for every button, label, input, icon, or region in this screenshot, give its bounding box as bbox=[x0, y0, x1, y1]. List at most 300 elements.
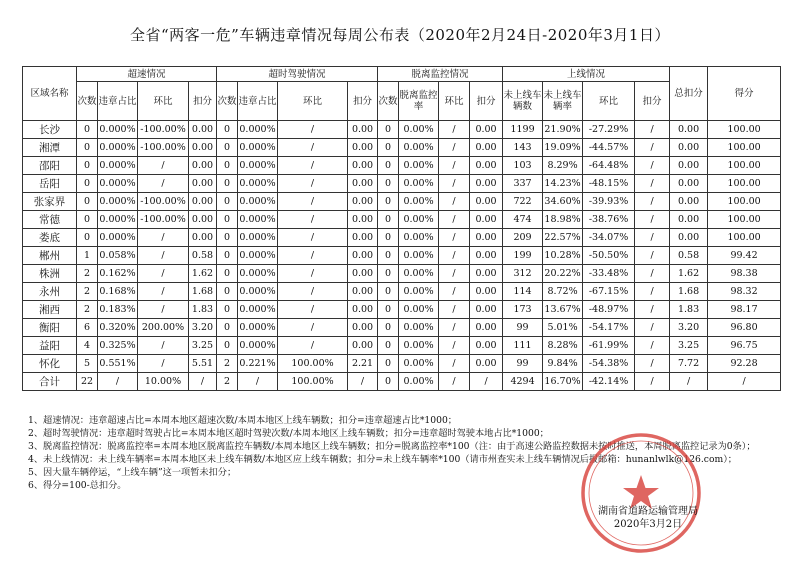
cell-offline-deduct: 0.00 bbox=[470, 265, 503, 283]
cell-offline-rate: 0.00% bbox=[399, 247, 439, 265]
cell-not-online-rate: 16.70% bbox=[543, 373, 583, 391]
cell-offline-deduct: 0.00 bbox=[470, 283, 503, 301]
cell-speed-ratio: 0.000% bbox=[98, 229, 138, 247]
cell-speed-count: 2 bbox=[77, 265, 98, 283]
cell-speed-deduct: 0.00 bbox=[189, 175, 217, 193]
cell-online-mom: -50.50% bbox=[583, 247, 635, 265]
cell-online-deduct: / bbox=[635, 337, 670, 355]
cell-online-mom: -33.48% bbox=[583, 265, 635, 283]
table-row bbox=[23, 229, 781, 247]
cell-speed-ratio: 0.168% bbox=[98, 283, 138, 301]
cell-fatigue-count: 0 bbox=[217, 319, 238, 337]
cell-online-deduct: / bbox=[635, 265, 670, 283]
cell-fatigue-count: 0 bbox=[217, 193, 238, 211]
cell-fatigue-deduct: 0.00 bbox=[348, 193, 378, 211]
table-row bbox=[23, 355, 781, 373]
cell-offline-deduct: 0.00 bbox=[470, 319, 503, 337]
cell-not-online-rate: 21.90% bbox=[543, 121, 583, 139]
cell-fatigue-mom: / bbox=[278, 337, 348, 355]
cell-score: 99.42 bbox=[708, 247, 781, 265]
cell-speed-count: 6 bbox=[77, 319, 98, 337]
cell-online-mom: -54.17% bbox=[583, 319, 635, 337]
cell-offline-count: 0 bbox=[378, 193, 399, 211]
cell-offline-deduct: 0.00 bbox=[470, 247, 503, 265]
cell-fatigue-deduct: 0.00 bbox=[348, 139, 378, 157]
header-fatigue-ratio: 违章占比 bbox=[238, 82, 278, 121]
header-offline: 脱离监控情况 bbox=[378, 67, 503, 82]
cell-speed-ratio: / bbox=[98, 373, 138, 391]
cell-speed-deduct: 3.20 bbox=[189, 319, 217, 337]
cell-speed-count: 0 bbox=[77, 121, 98, 139]
cell-not-online-rate: 8.72% bbox=[543, 283, 583, 301]
cell-not-online-count: 337 bbox=[503, 175, 543, 193]
cell-offline-count: 0 bbox=[378, 337, 399, 355]
cell-offline-deduct: 0.00 bbox=[470, 139, 503, 157]
cell-not-online-rate: 9.84% bbox=[543, 355, 583, 373]
cell-not-online-rate: 19.09% bbox=[543, 139, 583, 157]
cell-speed-count: 0 bbox=[77, 211, 98, 229]
cell-speed-count: 5 bbox=[77, 355, 98, 373]
cell-fatigue-count: 0 bbox=[217, 139, 238, 157]
cell-score: 100.00 bbox=[708, 121, 781, 139]
cell-region: 株洲 bbox=[23, 265, 77, 283]
cell-online-mom: -38.76% bbox=[583, 211, 635, 229]
cell-online-deduct: / bbox=[635, 373, 670, 391]
cell-not-online-rate: 8.28% bbox=[543, 337, 583, 355]
cell-fatigue-mom: / bbox=[278, 121, 348, 139]
cell-not-online-rate: 8.29% bbox=[543, 157, 583, 175]
cell-offline-mom: / bbox=[439, 139, 470, 157]
cell-total-deduct: 0.00 bbox=[670, 139, 708, 157]
header-speeding: 超速情况 bbox=[77, 67, 217, 82]
cell-offline-deduct: 0.00 bbox=[470, 175, 503, 193]
cell-speed-deduct: 0.00 bbox=[189, 157, 217, 175]
cell-online-mom: -42.14% bbox=[583, 373, 635, 391]
cell-region: 合计 bbox=[23, 373, 77, 391]
cell-speed-mom: / bbox=[138, 229, 189, 247]
cell-offline-mom: / bbox=[439, 283, 470, 301]
cell-fatigue-ratio: 0.000% bbox=[238, 337, 278, 355]
cell-offline-mom: / bbox=[439, 337, 470, 355]
cell-online-deduct: / bbox=[635, 121, 670, 139]
cell-total-deduct: 3.20 bbox=[670, 319, 708, 337]
cell-score: 96.80 bbox=[708, 319, 781, 337]
cell-offline-deduct: 0.00 bbox=[470, 121, 503, 139]
cell-region: 长沙 bbox=[23, 121, 77, 139]
note-item: 6、得分=100-总扣分。 bbox=[28, 480, 127, 491]
cell-offline-rate: 0.00% bbox=[399, 283, 439, 301]
cell-offline-count: 0 bbox=[378, 139, 399, 157]
cell-region: 岳阳 bbox=[23, 175, 77, 193]
cell-fatigue-deduct: 2.21 bbox=[348, 355, 378, 373]
header-online-mom: 环比 bbox=[583, 82, 635, 121]
cell-offline-rate: 0.00% bbox=[399, 337, 439, 355]
cell-offline-count: 0 bbox=[378, 121, 399, 139]
table-row bbox=[23, 157, 781, 175]
cell-offline-mom: / bbox=[439, 121, 470, 139]
cell-total-deduct: 3.25 bbox=[670, 337, 708, 355]
cell-speed-mom: -100.00% bbox=[138, 121, 189, 139]
official-seal-icon bbox=[578, 430, 704, 556]
cell-not-online-count: 722 bbox=[503, 193, 543, 211]
cell-online-deduct: / bbox=[635, 301, 670, 319]
cell-speed-mom: / bbox=[138, 283, 189, 301]
cell-region: 衡阳 bbox=[23, 319, 77, 337]
cell-offline-mom: / bbox=[439, 157, 470, 175]
header-score: 得分 bbox=[708, 67, 781, 121]
cell-speed-count: 0 bbox=[77, 175, 98, 193]
header-not-online: 未上线车辆数 bbox=[503, 82, 543, 121]
cell-fatigue-mom: / bbox=[278, 319, 348, 337]
table-row bbox=[23, 265, 781, 283]
cell-offline-deduct: 0.00 bbox=[470, 355, 503, 373]
cell-total-deduct: 1.83 bbox=[670, 301, 708, 319]
violation-report-table bbox=[22, 66, 781, 391]
cell-offline-mom: / bbox=[439, 265, 470, 283]
cell-not-online-rate: 10.28% bbox=[543, 247, 583, 265]
cell-region: 湘西 bbox=[23, 301, 77, 319]
cell-fatigue-ratio: 0.000% bbox=[238, 211, 278, 229]
cell-offline-deduct: / bbox=[470, 373, 503, 391]
cell-offline-deduct: 0.00 bbox=[470, 211, 503, 229]
cell-offline-count: 0 bbox=[378, 355, 399, 373]
cell-speed-mom: / bbox=[138, 175, 189, 193]
cell-fatigue-count: 0 bbox=[217, 283, 238, 301]
header-online-deduct: 扣分 bbox=[635, 82, 670, 121]
cell-offline-rate: 0.00% bbox=[399, 265, 439, 283]
header-fatigue: 超时驾驶情况 bbox=[217, 67, 378, 82]
cell-speed-count: 4 bbox=[77, 337, 98, 355]
cell-offline-mom: / bbox=[439, 175, 470, 193]
cell-fatigue-ratio: 0.000% bbox=[238, 229, 278, 247]
table-row bbox=[23, 121, 781, 139]
issuer-date: 2020年3月2日 bbox=[613, 519, 683, 530]
cell-not-online-rate: 18.98% bbox=[543, 211, 583, 229]
cell-not-online-count: 474 bbox=[503, 211, 543, 229]
header-total-deduct: 总扣分 bbox=[670, 67, 708, 121]
cell-fatigue-deduct: 0.00 bbox=[348, 283, 378, 301]
cell-speed-mom: -100.00% bbox=[138, 139, 189, 157]
cell-not-online-count: 173 bbox=[503, 301, 543, 319]
note-item: 5、因大量车辆停运，“上线车辆”这一项暂未扣分； bbox=[28, 467, 237, 478]
cell-offline-rate: 0.00% bbox=[399, 121, 439, 139]
cell-offline-mom: / bbox=[439, 211, 470, 229]
cell-offline-count: 0 bbox=[378, 301, 399, 319]
cell-online-deduct: / bbox=[635, 319, 670, 337]
cell-fatigue-deduct: 0.00 bbox=[348, 175, 378, 193]
table-row bbox=[23, 247, 781, 265]
cell-online-deduct: / bbox=[635, 175, 670, 193]
issuer-org: 湖南省道路运输管理局 bbox=[598, 506, 698, 517]
cell-not-online-rate: 34.60% bbox=[543, 193, 583, 211]
cell-speed-deduct: 1.62 bbox=[189, 265, 217, 283]
cell-speed-count: 22 bbox=[77, 373, 98, 391]
cell-total-deduct: 0.58 bbox=[670, 247, 708, 265]
cell-fatigue-mom: / bbox=[278, 175, 348, 193]
cell-speed-ratio: 0.000% bbox=[98, 157, 138, 175]
cell-offline-count: 0 bbox=[378, 265, 399, 283]
cell-fatigue-deduct: 0.00 bbox=[348, 337, 378, 355]
cell-region: 邵阳 bbox=[23, 157, 77, 175]
report-body bbox=[23, 121, 781, 391]
header-fatigue-deduct: 扣分 bbox=[348, 82, 378, 121]
cell-fatigue-ratio: 0.000% bbox=[238, 319, 278, 337]
cell-score: 96.75 bbox=[708, 337, 781, 355]
cell-region: 常德 bbox=[23, 211, 77, 229]
header-offline-deduct: 扣分 bbox=[470, 82, 503, 121]
cell-not-online-count: 199 bbox=[503, 247, 543, 265]
cell-speed-count: 2 bbox=[77, 301, 98, 319]
cell-fatigue-mom: / bbox=[278, 211, 348, 229]
cell-fatigue-deduct: 0.00 bbox=[348, 121, 378, 139]
cell-fatigue-ratio: / bbox=[238, 373, 278, 391]
cell-fatigue-count: 2 bbox=[217, 373, 238, 391]
cell-offline-mom: / bbox=[439, 229, 470, 247]
cell-region: 永州 bbox=[23, 283, 77, 301]
cell-fatigue-mom: / bbox=[278, 247, 348, 265]
cell-online-mom: -39.93% bbox=[583, 193, 635, 211]
cell-fatigue-mom: 100.00% bbox=[278, 355, 348, 373]
cell-fatigue-count: 2 bbox=[217, 355, 238, 373]
header-speed-mom: 环比 bbox=[138, 82, 189, 121]
table-row bbox=[23, 373, 781, 391]
cell-fatigue-count: 0 bbox=[217, 229, 238, 247]
cell-fatigue-ratio: 0.000% bbox=[238, 283, 278, 301]
cell-offline-rate: 0.00% bbox=[399, 157, 439, 175]
cell-total-deduct: 1.62 bbox=[670, 265, 708, 283]
cell-online-mom: -67.15% bbox=[583, 283, 635, 301]
cell-total-deduct: 0.00 bbox=[670, 211, 708, 229]
table-row bbox=[23, 211, 781, 229]
cell-total-deduct: 0.00 bbox=[670, 157, 708, 175]
cell-speed-deduct: 5.51 bbox=[189, 355, 217, 373]
cell-not-online-count: 143 bbox=[503, 139, 543, 157]
cell-score: 98.38 bbox=[708, 265, 781, 283]
header-not-online-rate: 未上线车辆率 bbox=[543, 82, 583, 121]
cell-fatigue-count: 0 bbox=[217, 337, 238, 355]
header-offline-rate: 脱离监控率 bbox=[399, 82, 439, 121]
header-region: 区域名称 bbox=[23, 67, 77, 121]
note-item: 2、超时驾驶情况：违章超时驾驶占比=本周本地区超时驾驶次数/本周本地区上线车辆数；扣分=违章超时驾驶本地占比*1000； bbox=[28, 428, 549, 439]
cell-not-online-count: 103 bbox=[503, 157, 543, 175]
cell-speed-ratio: 0.000% bbox=[98, 211, 138, 229]
cell-speed-ratio: 0.162% bbox=[98, 265, 138, 283]
cell-offline-mom: / bbox=[439, 301, 470, 319]
cell-offline-count: 0 bbox=[378, 283, 399, 301]
cell-speed-ratio: 0.551% bbox=[98, 355, 138, 373]
cell-speed-ratio: 0.325% bbox=[98, 337, 138, 355]
table-row bbox=[23, 337, 781, 355]
cell-offline-count: 0 bbox=[378, 319, 399, 337]
cell-speed-count: 0 bbox=[77, 139, 98, 157]
cell-fatigue-count: 0 bbox=[217, 247, 238, 265]
cell-score: 100.00 bbox=[708, 211, 781, 229]
cell-offline-mom: / bbox=[439, 247, 470, 265]
cell-speed-count: 0 bbox=[77, 193, 98, 211]
cell-speed-deduct: 3.25 bbox=[189, 337, 217, 355]
cell-speed-ratio: 0.000% bbox=[98, 193, 138, 211]
note-item: 1、超速情况：违章超速占比=本周本地区超速次数/本周本地区上线车辆数；扣分=违章超速占比*1000； bbox=[28, 415, 457, 426]
cell-score: 100.00 bbox=[708, 175, 781, 193]
cell-speed-deduct: 0.00 bbox=[189, 121, 217, 139]
cell-online-deduct: / bbox=[635, 283, 670, 301]
cell-not-online-count: 114 bbox=[503, 283, 543, 301]
cell-score: 92.28 bbox=[708, 355, 781, 373]
cell-offline-deduct: 0.00 bbox=[470, 301, 503, 319]
cell-speed-ratio: 0.320% bbox=[98, 319, 138, 337]
issuer-block bbox=[578, 505, 718, 531]
table-row bbox=[23, 139, 781, 157]
cell-speed-mom: / bbox=[138, 247, 189, 265]
cell-score: 100.00 bbox=[708, 157, 781, 175]
cell-fatigue-count: 0 bbox=[217, 211, 238, 229]
cell-fatigue-mom: / bbox=[278, 193, 348, 211]
cell-offline-count: 0 bbox=[378, 373, 399, 391]
cell-online-deduct: / bbox=[635, 193, 670, 211]
cell-offline-rate: 0.00% bbox=[399, 139, 439, 157]
cell-fatigue-mom: / bbox=[278, 301, 348, 319]
cell-online-mom: -64.48% bbox=[583, 157, 635, 175]
cell-total-deduct: 7.72 bbox=[670, 355, 708, 373]
cell-total-deduct: / bbox=[670, 373, 708, 391]
cell-region: 湘潭 bbox=[23, 139, 77, 157]
cell-fatigue-ratio: 0.000% bbox=[238, 157, 278, 175]
header-row-columns bbox=[23, 82, 781, 121]
cell-fatigue-ratio: 0.000% bbox=[238, 121, 278, 139]
cell-fatigue-count: 0 bbox=[217, 301, 238, 319]
cell-speed-ratio: 0.183% bbox=[98, 301, 138, 319]
cell-total-deduct: 0.00 bbox=[670, 193, 708, 211]
cell-total-deduct: 1.68 bbox=[670, 283, 708, 301]
cell-offline-rate: 0.00% bbox=[399, 319, 439, 337]
cell-speed-mom: / bbox=[138, 355, 189, 373]
header-speed-count: 次数 bbox=[77, 82, 98, 121]
table-row bbox=[23, 175, 781, 193]
cell-speed-mom: / bbox=[138, 157, 189, 175]
cell-fatigue-mom: / bbox=[278, 229, 348, 247]
cell-total-deduct: 0.00 bbox=[670, 175, 708, 193]
cell-offline-mom: / bbox=[439, 319, 470, 337]
cell-fatigue-mom: / bbox=[278, 139, 348, 157]
cell-offline-count: 0 bbox=[378, 157, 399, 175]
cell-not-online-rate: 22.57% bbox=[543, 229, 583, 247]
cell-fatigue-deduct: 0.00 bbox=[348, 265, 378, 283]
cell-not-online-rate: 13.67% bbox=[543, 301, 583, 319]
cell-online-mom: -48.15% bbox=[583, 175, 635, 193]
header-online: 上线情况 bbox=[503, 67, 670, 82]
cell-fatigue-ratio: 0.000% bbox=[238, 247, 278, 265]
cell-offline-rate: 0.00% bbox=[399, 373, 439, 391]
table-row bbox=[23, 283, 781, 301]
cell-not-online-count: 312 bbox=[503, 265, 543, 283]
cell-speed-ratio: 0.058% bbox=[98, 247, 138, 265]
cell-speed-deduct: 1.68 bbox=[189, 283, 217, 301]
cell-not-online-count: 111 bbox=[503, 337, 543, 355]
cell-online-mom: -61.99% bbox=[583, 337, 635, 355]
cell-speed-ratio: 0.000% bbox=[98, 175, 138, 193]
cell-online-deduct: / bbox=[635, 211, 670, 229]
cell-fatigue-mom: / bbox=[278, 265, 348, 283]
table-row bbox=[23, 193, 781, 211]
cell-offline-rate: 0.00% bbox=[399, 355, 439, 373]
cell-fatigue-mom: / bbox=[278, 283, 348, 301]
cell-region: 益阳 bbox=[23, 337, 77, 355]
cell-fatigue-count: 0 bbox=[217, 121, 238, 139]
cell-not-online-count: 1199 bbox=[503, 121, 543, 139]
cell-speed-mom: 10.00% bbox=[138, 373, 189, 391]
page-title: 全省“两客一危”车辆违章情况每周公布表（2020年2月24日-2020年3月1日） bbox=[130, 26, 670, 44]
cell-offline-count: 0 bbox=[378, 247, 399, 265]
cell-online-deduct: / bbox=[635, 247, 670, 265]
header-fatigue-count: 次数 bbox=[217, 82, 238, 121]
cell-fatigue-deduct: / bbox=[348, 373, 378, 391]
cell-speed-count: 0 bbox=[77, 229, 98, 247]
cell-online-mom: -44.57% bbox=[583, 139, 635, 157]
note-item: 4、未上线情况：未上线车辆率=本周本地区未上线车辆数/本地区应上线车辆数；扣分=未上线车辆率*100（请市州查实未上线车辆情况后报邮箱：hunanlwlk@126.com）； bbox=[28, 454, 737, 465]
cell-score: 100.00 bbox=[708, 229, 781, 247]
header-row-groups bbox=[23, 67, 781, 82]
cell-speed-deduct: 0.00 bbox=[189, 211, 217, 229]
cell-speed-count: 2 bbox=[77, 283, 98, 301]
cell-speed-deduct: 0.00 bbox=[189, 229, 217, 247]
cell-not-online-count: 99 bbox=[503, 319, 543, 337]
cell-fatigue-count: 0 bbox=[217, 175, 238, 193]
header-offline-mom: 环比 bbox=[439, 82, 470, 121]
cell-speed-count: 1 bbox=[77, 247, 98, 265]
header-speed-deduct: 扣分 bbox=[189, 82, 217, 121]
cell-speed-deduct: / bbox=[189, 373, 217, 391]
cell-offline-deduct: 0.00 bbox=[470, 157, 503, 175]
header-fatigue-mom: 环比 bbox=[278, 82, 348, 121]
cell-score: 98.32 bbox=[708, 283, 781, 301]
cell-fatigue-deduct: 0.00 bbox=[348, 211, 378, 229]
cell-offline-count: 0 bbox=[378, 175, 399, 193]
cell-total-deduct: 0.00 bbox=[670, 121, 708, 139]
cell-offline-rate: 0.00% bbox=[399, 301, 439, 319]
cell-offline-mom: / bbox=[439, 373, 470, 391]
cell-fatigue-ratio: 0.000% bbox=[238, 139, 278, 157]
header-speed-ratio: 违章占比 bbox=[98, 82, 138, 121]
cell-fatigue-deduct: 0.00 bbox=[348, 157, 378, 175]
cell-offline-rate: 0.00% bbox=[399, 175, 439, 193]
cell-fatigue-ratio: 0.000% bbox=[238, 301, 278, 319]
cell-speed-ratio: 0.000% bbox=[98, 139, 138, 157]
cell-not-online-count: 99 bbox=[503, 355, 543, 373]
cell-online-deduct: / bbox=[635, 139, 670, 157]
table-row bbox=[23, 319, 781, 337]
cell-offline-deduct: 0.00 bbox=[470, 229, 503, 247]
cell-online-deduct: / bbox=[635, 355, 670, 373]
cell-total-deduct: 0.00 bbox=[670, 229, 708, 247]
cell-speed-deduct: 0.58 bbox=[189, 247, 217, 265]
cell-offline-rate: 0.00% bbox=[399, 229, 439, 247]
cell-online-deduct: / bbox=[635, 229, 670, 247]
cell-fatigue-ratio: 0.000% bbox=[238, 265, 278, 283]
cell-offline-rate: 0.00% bbox=[399, 193, 439, 211]
cell-online-mom: -34.07% bbox=[583, 229, 635, 247]
cell-fatigue-ratio: 0.000% bbox=[238, 193, 278, 211]
cell-region: 张家界 bbox=[23, 193, 77, 211]
cell-speed-mom: -100.00% bbox=[138, 211, 189, 229]
cell-score: 100.00 bbox=[708, 139, 781, 157]
cell-fatigue-ratio: 0.221% bbox=[238, 355, 278, 373]
cell-fatigue-deduct: 0.00 bbox=[348, 229, 378, 247]
cell-offline-deduct: 0.00 bbox=[470, 193, 503, 211]
header-offline-count: 次数 bbox=[378, 82, 399, 121]
cell-speed-count: 0 bbox=[77, 157, 98, 175]
cell-offline-deduct: 0.00 bbox=[470, 337, 503, 355]
cell-speed-mom: / bbox=[138, 265, 189, 283]
